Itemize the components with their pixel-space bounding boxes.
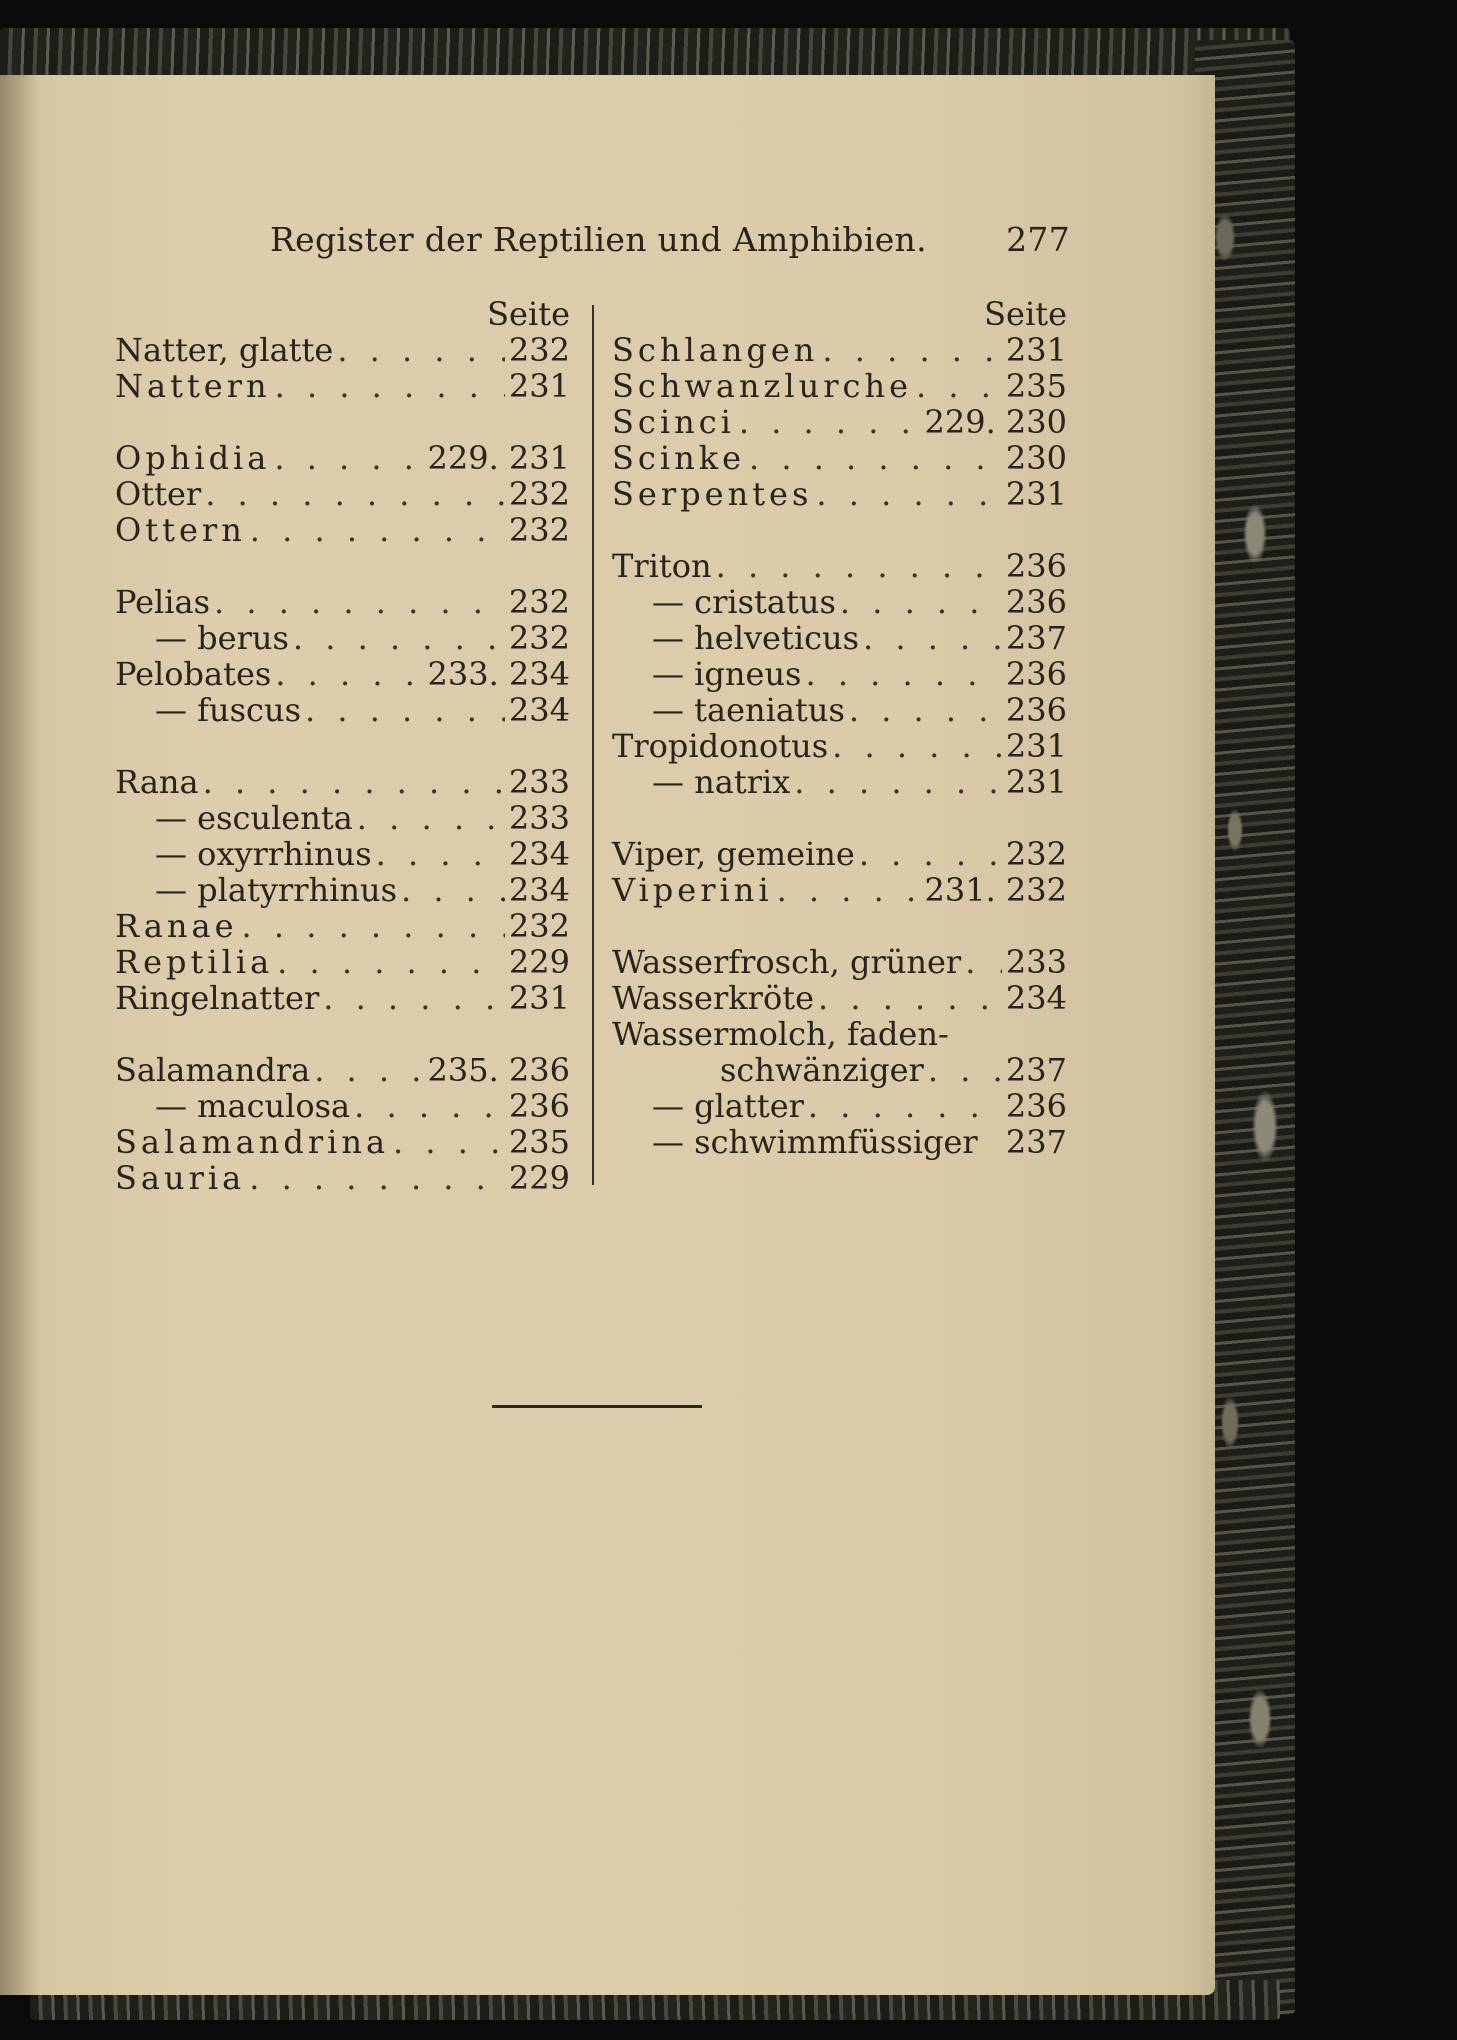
index-entry — [612, 1052, 1067, 1088]
dot-leader — [916, 368, 1002, 404]
entry-term: — oxyrrhinus — [155, 835, 372, 873]
entry-pages: 237 — [1005, 1051, 1067, 1089]
index-column-left — [115, 296, 570, 1196]
entry-pages: 233. 234 — [427, 655, 570, 693]
entry-term: Salamandra — [115, 1051, 311, 1089]
index-entry — [612, 1124, 1067, 1160]
entry-pages: 232 — [508, 511, 570, 549]
dot-leader — [205, 476, 505, 512]
index-entry — [612, 620, 1067, 656]
index-entry — [612, 872, 1067, 908]
entry-term: Wasserfrosch, grüner — [612, 943, 962, 981]
dot-leader — [808, 1088, 1002, 1124]
entry-pages: 231 — [1005, 763, 1067, 801]
dot-leader — [275, 656, 423, 692]
entry-pages: 234 — [508, 691, 570, 729]
entry-term: Schlangen — [612, 331, 819, 369]
entry-pages: 232 — [508, 619, 570, 657]
entry-pages: 236 — [1005, 547, 1067, 585]
index-entry — [612, 692, 1067, 728]
index-entry — [115, 1160, 570, 1196]
dot-leader — [739, 404, 921, 440]
entry-pages: 231. 232 — [924, 871, 1067, 909]
index-entry — [115, 836, 570, 872]
entry-pages: 237 — [1005, 619, 1067, 657]
index-entry — [115, 800, 570, 836]
dot-leader — [749, 440, 1002, 476]
dot-leader — [849, 692, 1002, 728]
index-entry — [612, 728, 1067, 764]
dot-leader — [928, 1052, 1002, 1088]
dot-leader — [376, 836, 505, 872]
index-entry — [115, 1124, 570, 1160]
index-entry — [612, 1088, 1067, 1124]
index-entry — [612, 476, 1067, 512]
dot-leader — [794, 764, 1002, 800]
index-entry — [612, 944, 1067, 980]
entry-pages: 229 — [508, 943, 570, 981]
index-column-right — [612, 296, 1067, 1160]
dot-leader — [840, 584, 1002, 620]
index-entry — [115, 512, 570, 548]
index-entry — [115, 584, 570, 620]
entry-spacer — [612, 800, 1067, 836]
index-entry — [612, 836, 1067, 872]
entry-spacer — [115, 548, 570, 584]
entry-term: Sauria — [115, 1159, 246, 1197]
entry-term: — berus — [155, 619, 289, 657]
index-entry — [115, 1088, 570, 1124]
index-entry — [612, 332, 1067, 368]
entry-term: Serpentes — [612, 475, 813, 513]
page-number: 277 — [1006, 220, 1070, 259]
entry-term: — helveticus — [652, 619, 860, 657]
index-entry — [115, 440, 570, 476]
dot-leader — [859, 836, 1002, 872]
entry-term: Schwanzlurche — [612, 367, 912, 405]
entry-pages: 229. 231 — [427, 439, 570, 477]
index-entry — [115, 980, 570, 1016]
book-top-edge — [0, 28, 1290, 80]
entry-term: Wassermolch, faden- — [612, 1015, 949, 1053]
entry-pages: 231 — [1005, 331, 1067, 369]
dot-leader — [354, 1088, 505, 1124]
index-entry — [115, 764, 570, 800]
entry-term: — igneus — [652, 655, 802, 693]
index-entry — [612, 1016, 1067, 1052]
dot-leader — [314, 1052, 423, 1088]
entry-term: Natter, glatte — [115, 331, 334, 369]
entry-term: Pelias — [115, 583, 210, 621]
entry-term: — taeniatus — [652, 691, 845, 729]
entry-pages: 236 — [1005, 655, 1067, 693]
entry-spacer — [115, 404, 570, 440]
index-entry — [612, 368, 1067, 404]
dot-leader — [393, 1124, 505, 1160]
dot-leader — [277, 944, 505, 980]
entry-term: Tropidonotus — [612, 727, 829, 765]
entry-pages: 236 — [1005, 1087, 1067, 1125]
entry-pages: 236 — [1005, 691, 1067, 729]
entry-term: Ottern — [115, 511, 246, 549]
dot-leader — [716, 548, 1002, 584]
header-title: Register der Reptilien und Amphibien. — [270, 220, 927, 259]
entry-pages: 234 — [508, 871, 570, 909]
entry-spacer — [115, 1016, 570, 1052]
entry-term: Wasserkröte — [612, 979, 815, 1017]
dot-leader — [965, 944, 1002, 980]
index-entry — [612, 764, 1067, 800]
index-entry — [115, 476, 570, 512]
entry-term: — platyrrhinus — [155, 871, 397, 909]
entry-term: — cristatus — [652, 583, 836, 621]
entry-term: — glatter — [652, 1087, 804, 1125]
entry-term: — fuscus — [155, 691, 301, 729]
entry-term: Triton — [612, 547, 712, 585]
entry-pages: 232 — [1005, 835, 1067, 873]
index-entry — [612, 584, 1067, 620]
index-entry — [612, 656, 1067, 692]
entry-term: Scinci — [612, 403, 735, 441]
entry-pages: 232 — [508, 583, 570, 621]
dot-leader — [816, 476, 1002, 512]
seite-label: Seite — [984, 295, 1067, 333]
dot-leader — [357, 800, 505, 836]
entry-pages: 231 — [1005, 475, 1067, 513]
running-header — [270, 220, 1070, 270]
entry-pages: 234 — [508, 835, 570, 873]
entry-spacer — [115, 728, 570, 764]
dot-leader — [818, 980, 1002, 1016]
entry-term: Salamandrina — [115, 1123, 390, 1161]
index-entry — [115, 1052, 570, 1088]
entry-term: — natrix — [652, 763, 791, 801]
entry-term: Ranae — [115, 907, 238, 945]
dot-leader — [305, 692, 505, 728]
end-rule — [492, 1405, 702, 1408]
entry-pages: 231 — [508, 367, 570, 405]
dot-leader — [214, 584, 505, 620]
entry-pages: 229. 230 — [924, 403, 1067, 441]
entry-term: schwänziger — [720, 1051, 924, 1089]
entry-term: Otter — [115, 475, 202, 513]
entry-pages: 231 — [1005, 727, 1067, 765]
dot-leader — [832, 728, 1002, 764]
dot-leader — [337, 332, 505, 368]
dot-leader — [275, 368, 505, 404]
entry-pages: 233 — [1005, 943, 1067, 981]
entry-pages: 229 — [508, 1159, 570, 1197]
entry-term: — schwimmfüssiger — [652, 1123, 978, 1161]
index-entry — [115, 944, 570, 980]
index-entry — [115, 332, 570, 368]
entry-pages: 232 — [508, 475, 570, 513]
entry-pages: 235 — [508, 1123, 570, 1161]
entry-term: Nattern — [115, 367, 271, 405]
entry-spacer — [612, 512, 1067, 548]
dot-leader — [274, 440, 423, 476]
index-entry — [115, 908, 570, 944]
dot-leader — [805, 656, 1001, 692]
entry-term: Scinke — [612, 439, 746, 477]
entry-term: Viperini — [612, 871, 773, 909]
index-entry — [115, 872, 570, 908]
entry-term: Ophidia — [115, 439, 271, 477]
dot-leader — [250, 512, 505, 548]
entry-pages: 235 — [1005, 367, 1067, 405]
column-divider — [592, 305, 594, 1185]
entry-pages: 232 — [508, 907, 570, 945]
index-entry — [115, 620, 570, 656]
entry-pages: 231 — [508, 979, 570, 1017]
index-entry — [612, 440, 1067, 476]
index-entry — [612, 404, 1067, 440]
index-entry — [612, 548, 1067, 584]
entry-term: Reptilia — [115, 943, 274, 981]
entry-term: — maculosa — [155, 1087, 351, 1125]
seite-label: Seite — [487, 295, 570, 333]
index-entry — [612, 980, 1067, 1016]
dot-leader — [242, 908, 505, 944]
index-entry — [115, 368, 570, 404]
entry-pages: 237 — [1005, 1123, 1067, 1161]
entry-spacer — [612, 908, 1067, 944]
entry-pages: 230 — [1005, 439, 1067, 477]
entry-pages: 233 — [508, 763, 570, 801]
dot-leader — [323, 980, 505, 1016]
page-gutter-shadow — [0, 75, 40, 1995]
dot-leader — [777, 872, 921, 908]
entry-pages: 234 — [1005, 979, 1067, 1017]
entry-term: Rana — [115, 763, 199, 801]
entry-pages: 232 — [508, 331, 570, 369]
entry-pages: 236 — [1005, 583, 1067, 621]
dot-leader — [401, 872, 505, 908]
dot-leader — [863, 620, 1002, 656]
entry-pages: 235. 236 — [427, 1051, 570, 1089]
entry-term: — esculenta — [155, 799, 353, 837]
entry-term: Pelobates — [115, 655, 272, 693]
entry-term: Viper, gemeine — [612, 835, 855, 873]
entry-term: Ringelnatter — [115, 979, 320, 1017]
index-entry — [115, 656, 570, 692]
dot-leader — [249, 1160, 505, 1196]
dot-leader — [822, 332, 1002, 368]
entry-pages: 236 — [508, 1087, 570, 1125]
entry-pages: 233 — [508, 799, 570, 837]
index-entry — [115, 692, 570, 728]
dot-leader — [203, 764, 505, 800]
dot-leader — [293, 620, 505, 656]
